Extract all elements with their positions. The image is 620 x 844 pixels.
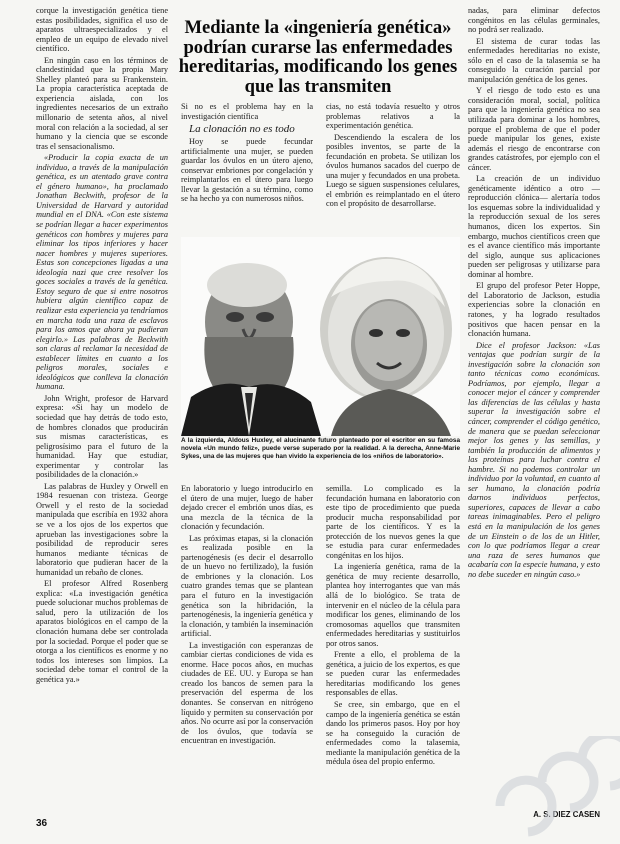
paragraph: El grupo del profesor Peter Hoppe, del Laboratorio de Jackson, estudia experiencias sobre la clonación en ratones, y ha logrado resultados positivos que hacen pensar en la clonación humana. (468, 281, 600, 339)
article-column-top-center (181, 102, 313, 234)
paragraph: El profesor Alfred Rosenberg explica: «La investigación genética puede solucionar muchos problemas de salud, pero la utilización de los aparatos biológicos en el campo de la clonación humana debe ser controlada por la sociedad. Porque el poder que se otorga a los científicos es enorme y no todos los intereses son limpios. La sociedad debe tomar el control de la genética ya.» (36, 579, 168, 684)
author-signature: A. S. DIEZ CASEN (533, 810, 600, 819)
subheading: La clonación no es todo (189, 123, 295, 136)
paragraph: Las palabras de Huxley y Orwell en 1984 resuenan con tristeza. George Orwell y el resto de la sociedad manipulada que escribía en 1932 ahora se ve a los ojos de los expertos que aprueban las investigaciones sobre la posibilidad de reproducir seres humanos mediante técnicas de laboratorio que pudieran hacer de la humanidad un rebaño de clones. (36, 481, 168, 577)
photo-caption: A la izquierda, Aldous Huxley, el alucinante futuro planteado por el escritor en su famosa novela «Un mundo feliz», puede verse superado por la realidad. A la derecha, Anne-Marie Sykes, una de las mujeres que han vivido la experiencia de los «niños de laboratorio». (181, 437, 460, 460)
page-number: 36 (36, 818, 48, 829)
paragraph: semilla. Lo complicado es la fecundación humana en laboratorio con este tipo de procedimiento que pueda producir mucha responsabilidad por parte de los científicos. Y es la protección de los nuevos genes la que se estudia para curar enfermedades congénitas en los hijos. (326, 484, 460, 560)
paragraph: Hoy se puede fecundar artificialmente una mujer, se pueden guardar los óvulos en un útero ajeno, conservar embriones por congelación y reimplantarlos en el útero para luego llevar la gestación a su término, como se ha hecho ya con numerosos niños. (181, 137, 313, 204)
paragraph: Si no es el problema hay en la investigación científica (181, 102, 313, 121)
paragraph: En laboratorio y luego introducirlo en el útero de una mujer, luego de haber dejado crecer el embrión unos días, es una mezcla de la técnica de la clonación y fecundación. (181, 484, 313, 532)
photo-illustration (181, 237, 460, 436)
paragraph: Y el riesgo de todo esto es una consideración moral, social, política para que la ingeniería genética no sea utilizada para dominar a los hombres, porque el problema de que el poder puede manipular los genes, existe además el riesgo de encontrarse con grandes catástrofes, por ejemplo con el cáncer. (468, 86, 600, 172)
article-column-left (36, 6, 168, 834)
article-column-bottom-right (326, 484, 460, 834)
portrait-photos (181, 237, 460, 436)
paragraph: La creación de un individuo genéticamente idéntico a otro —reproducción clónica— alertaría todos los esquemas sobre la individualidad y la reproducción sexual de los seres humanos, dicen los expertos. Sin embargo, muchos científicos creen que es el avance científico más importante del siglo, aunque sus aplicaciones pueden ser peligrosas y utilizarse para dominar al hombre. (468, 174, 600, 279)
article-column-right (468, 6, 600, 806)
paragraph-quote: Dice el profesor Jackson: «Las ventajas que podrían surgir de la investigación sobre la clonación son tanto técnicas como económicas. Podríamos, por ejemplo, llegar a conocer mejor el cáncer y comprender las diferencias de las células y hasta superar la investigación sobre el cáncer, comprender el código genético, de manera que se puedan seleccionar mejor los genes y las semillas, y también la producción de alimentos y las proteínas para luchar contra el hambre. Si no podemos controlar un individuo por la voluntad, en cuanto al ser humano, la clonación podría darnos individuos perfectos, superiores, capaces de llevar a cabo tareas inimaginables. Pero el peligro está en la manipulación de los genes de un Einstein o de los de un Hitler, con lo que podríamos llegar a crear una raza de seres humanos que acabaría con la especie humana, y esto no debe suceder en ningún caso.» (468, 340, 600, 579)
paragraph: Las próximas etapas, si la clonación es realizada posible en la partenogénesis (es decir el desarrollo de un huevo no fertilizado), la fusión de embriones y la clonación. Los cuatro grandes temas que se plantean para el futuro en la investigación genética son la hibridación, la partenogénesis, la ingeniería genética y la clonación, y también la inseminación artificial. (181, 533, 313, 639)
paragraph: nadas, para eliminar defectos congénitos en las células germinales, no podrá ser realizado. (468, 6, 600, 35)
paragraph: La ingeniería genética, rama de la genética de muy reciente desarrollo, plantea hoy interrogantes que van más allá de lo biológico. Se trata de intervenir en el núcleo de la célula para modificar los genes, eliminando de los cromosomas aquellos que transmiten enfermedades hereditarias y sustituirlos por otros sanos. (326, 562, 460, 648)
paragraph: Frente a ello, el problema de la genética, a juicio de los expertos, es que se pueden curar las enfermedades hereditarias modificando los genes responsables de ellas. (326, 650, 460, 698)
headline: Mediante la «ingeniería genética» podrían curarse las enfermedades hereditarias, modificando los genes que las transmiten (178, 17, 458, 97)
paragraph: corque la investigación genética tiene estas posibilidades, significa el uso de aparatos ultraespecializados y el empleo de un equipo de elevado nivel científico. (36, 6, 168, 54)
article-column-bottom-center (181, 484, 313, 834)
paragraph: En ningún caso en los términos de clandestinidad que la propia Mary Shelley planteó para su Frankenstein. La propia característica aceptada de experiencia aislada, con los ingredientes necesarios de un extraño millonario de setenta años, al nivel moral con relación a la sociedad, al ser humano y la ciencia que se esconde tras el sensacionalismo. (36, 55, 168, 151)
article-column-top-right (326, 102, 460, 234)
paragraph: John Wright, profesor de Harvard expresa: «Si hay un modelo de sociedad que hay detrás de todo esto, de hombres clonados que producirán sus mismas características, es peligrosísimo para el futuro de la humanidad. Hay que estudiar, experimentar y controlar las posibilidades de la clonación.» (36, 393, 168, 480)
paragraph: El sistema de curar todas las enfermedades hereditarias no existe, sólo en el caso de la talasemia se ha conseguido la curación parcial por manipulación genética de los genes. (468, 36, 600, 84)
paragraph: Descendiendo la escalera de los posibles inventos, se parte de la fecundación en probeta. Se utilizan los óvulos humanos sacados del cuerpo de una mujer y fecundados en una probeta. Luego se siguen suspensiones celulares, el embrión es reimplantado en el útero con el propósito de desarrollarse. (326, 132, 460, 209)
paragraph: Se cree, sin embargo, que en el campo de la ingeniería genética se están dando los primeros pasos. Hoy por hoy se ha conseguido la curación de enfermedades como la talasemia, mediante la manipulación genética de la médula ósea del propio enfermo. (326, 700, 460, 767)
paragraph-quote: «Producir la copia exacta de un individuo, a través de la manipulación genética, es un atentado grave contra el género humano», ha proclamado Jonathan Beckwith, profesor de la Universidad de Harvard y autoridad mundial en el DNA. «Con este sistema se podrían llegar a hacer experimentos genéticos con hombres y mujeres para eliminar los tipos inferiores y hacer nacer hombres y mujeres superiores. Estas son concepciones ligadas a una ideología nazi que cree resolver los goces sociales a través de la genética. Estoy seguro de que si entre nosotros hubiera algún científico capaz de realizar esta experiencia ya tendríamos en marcha toda una raza de esclavos para los amos que ahora ya pudieran elegirlo.» Las palabras de Beckwith son claras al reclamar la necesidad de establecer límites en cuanto a los peligros morales, sociales e ideológicos que conlleva la clonación humana. (36, 153, 168, 392)
paragraph: La investigación con esperanzas de cambiar ciertas condiciones de vida es enorme. Hace pocos años, en muchas ciudades de EE. UU. y Europa se han creado los bancos de semen para la preservación del esperma de los donantes. Se conservan en nitrógeno líquido y permiten su conservación por años. No ocurre así por la conservación de los óvulos, que todavía se encuentran en investigación. (181, 640, 313, 746)
paragraph: cias, no está todavía resuelto y otros problemas relativos a la experimentación genética. (326, 102, 460, 131)
